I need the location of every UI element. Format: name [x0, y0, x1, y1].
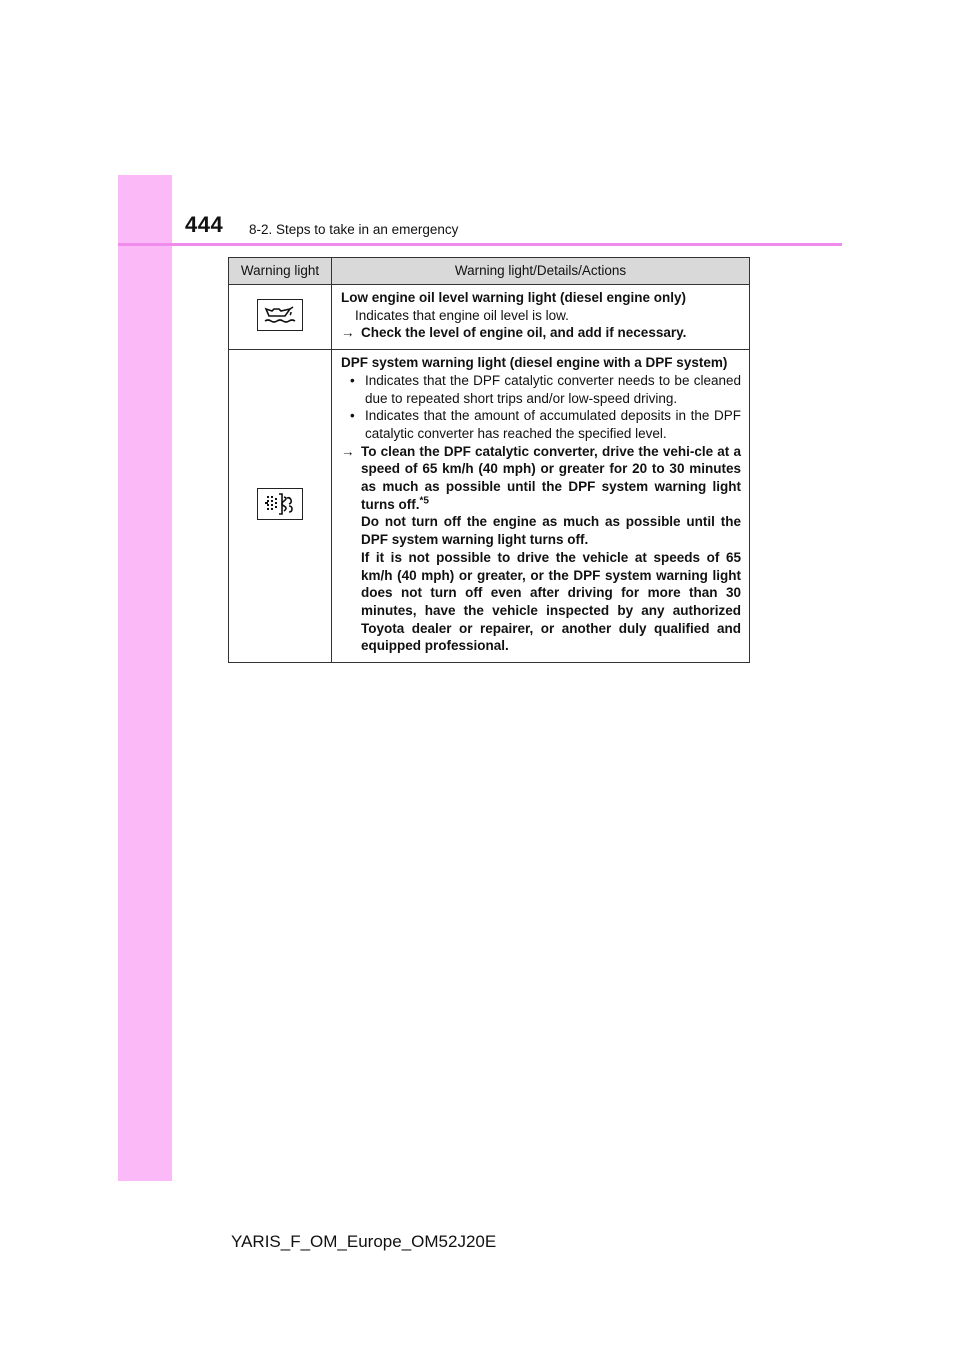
- action-text: Check the level of engine oil, and add if necessary.: [361, 325, 687, 341]
- header-rule: [118, 243, 842, 246]
- row-detail: Indicates that engine oil level is low.: [355, 307, 569, 323]
- table-header-row: [229, 258, 750, 285]
- icon-cell: [229, 285, 332, 350]
- table-row: [229, 350, 750, 663]
- document-id: YARIS_F_OM_Europe_OM52J20E: [231, 1232, 497, 1251]
- row-title: Low engine oil level warning light (diesel engine only): [341, 290, 687, 305]
- bullet-text: Indicates that the amount of accumulated deposits in the DPF catalytic converter has reached the specified level.: [365, 408, 741, 441]
- icon-cell: [229, 350, 332, 663]
- details-cell: [332, 285, 750, 350]
- action-item: [341, 443, 741, 655]
- action-text: To clean the DPF catalytic converter, drive the vehi-cle at a speed of 65 km/h (40 mph) or greater for 20 to 30 minutes as much as possible until the DPF system warning light turns off.: [361, 443, 741, 512]
- action-paragraph: Do not turn off the engine as much as possible until the DPF system warning light turns off.: [361, 514, 741, 548]
- page-header: [172, 212, 842, 246]
- warning-light-table: [228, 257, 750, 663]
- action-item: [341, 324, 741, 342]
- details-cell: [332, 350, 750, 663]
- dpf-system-icon: [257, 488, 303, 520]
- arrow-icon: →: [341, 325, 355, 341]
- bullet-icon: •: [350, 372, 355, 388]
- row-title: DPF system warning light (diesel engine with a DPF system): [341, 355, 728, 371]
- side-band: [118, 175, 172, 1181]
- arrow-icon: →: [341, 443, 355, 459]
- bullet-icon: •: [350, 408, 355, 424]
- list-item: [341, 372, 741, 407]
- action-paragraph: If it is not possible to drive the vehicle at speeds of 65 km/h (40 mph) or greater, or the DPF system warning light does not turn off even after driving for more than 30 minutes, have the vehicle inspected by any authorized Toyota dealer or repairer, or another duly qualified and equipped professional.: [361, 549, 741, 654]
- list-item: [341, 407, 741, 442]
- page-number: 444: [185, 212, 224, 237]
- engine-oil-level-icon: [257, 299, 303, 331]
- column-header-details: Warning light/Details/Actions: [332, 258, 750, 285]
- section-title: 8-2. Steps to take in an emergency: [249, 222, 459, 237]
- bullet-text: Indicates that the DPF catalytic converter needs to be cleaned due to repeated short trips and/or low-speed driving.: [365, 372, 741, 406]
- column-header-warning-light: Warning light: [229, 258, 332, 285]
- table-row: [229, 285, 750, 350]
- footnote-marker: *5: [419, 495, 429, 507]
